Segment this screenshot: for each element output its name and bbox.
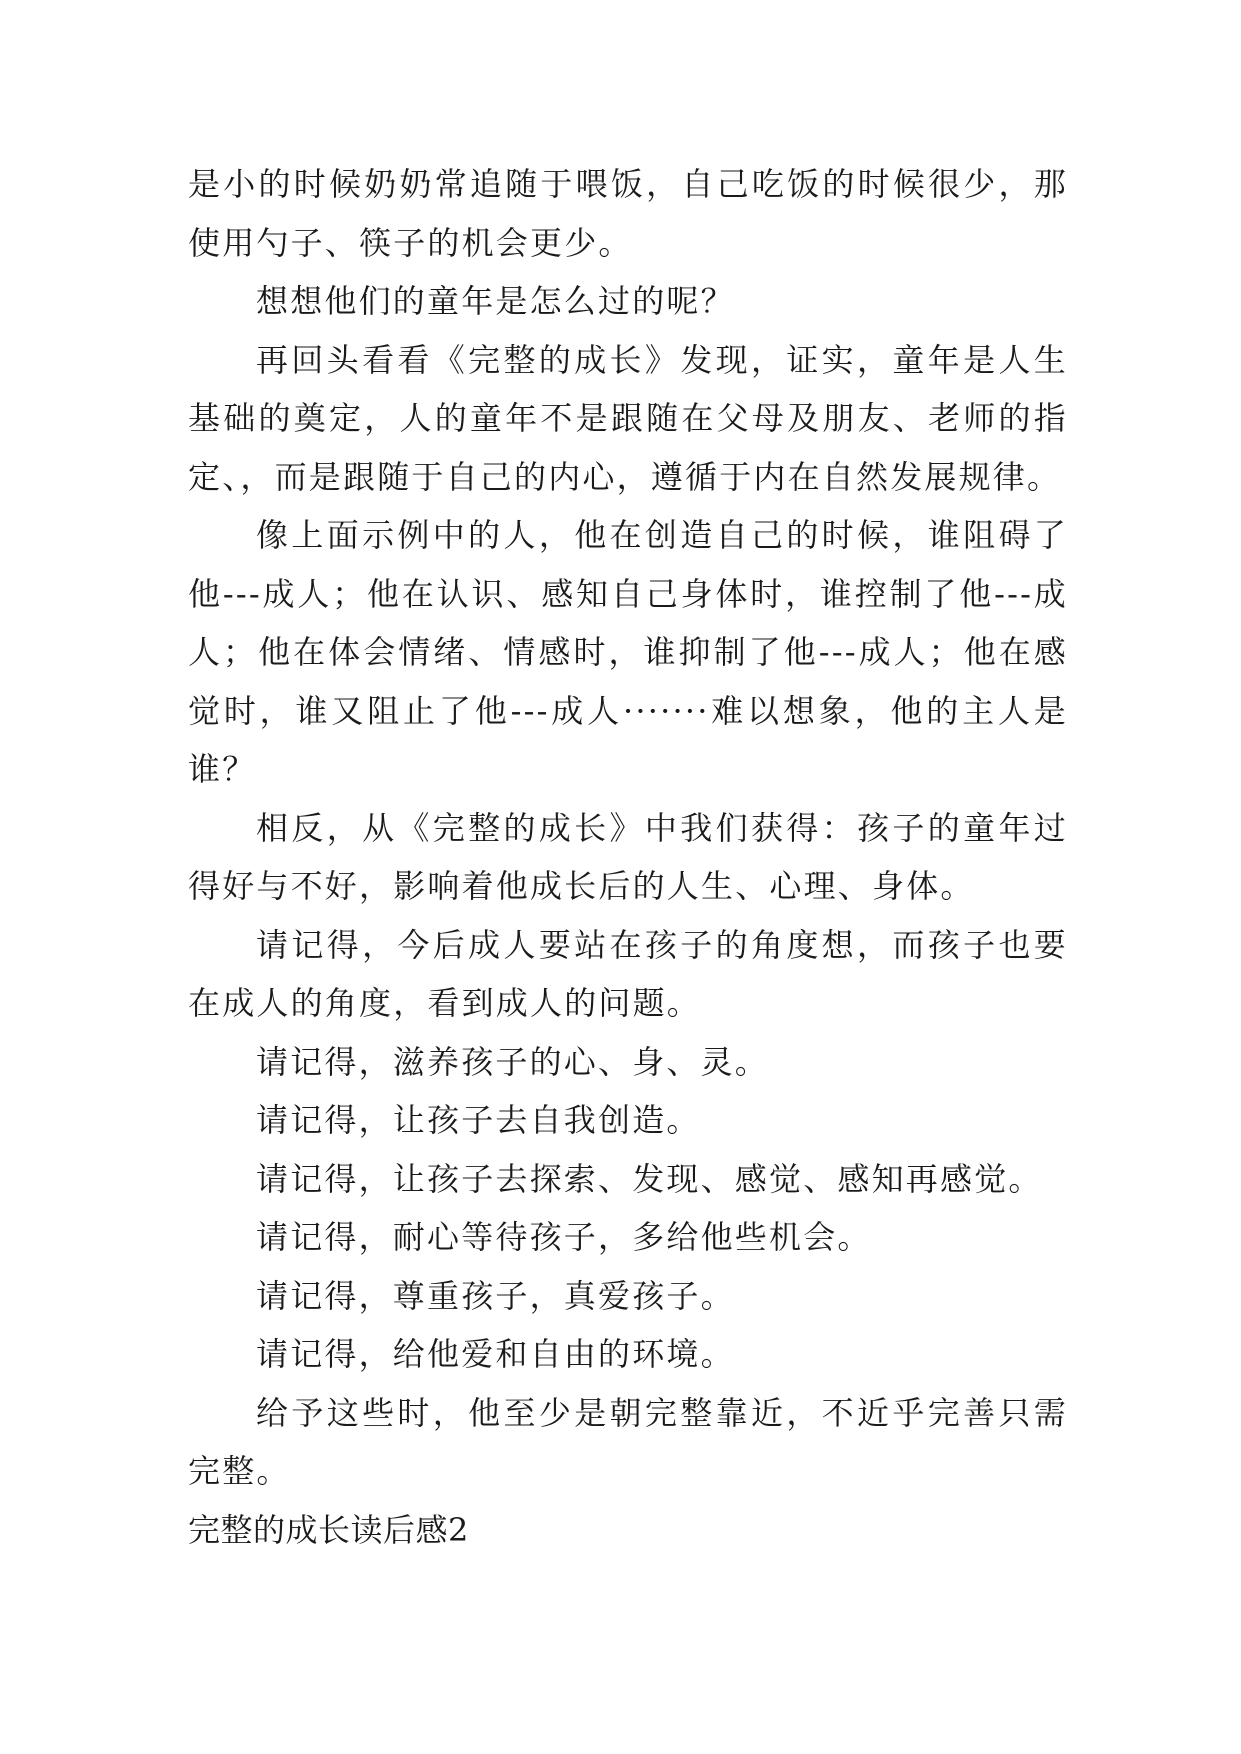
paragraph-question: 想想他们的童年是怎么过的呢？	[256, 282, 735, 320]
paragraph-childhood-foundation: 再回头看看《完整的成长》发现，证实，童年是人生基础的奠定，人的童年不是跟随在父母及朋友、老师的指定、，而是跟随于自己的内心，遵循于内在自然发展规律。	[188, 340, 1068, 496]
paragraph-conclusion: 给予这些时，他至少是朝完整靠近，不近乎完善只需完整。	[188, 1393, 1068, 1490]
paragraph-remember-respect: 请记得，尊重孩子，真爱孩子。	[256, 1276, 735, 1315]
paragraph-remember-perspective: 请记得，今后成人要站在孩子的角度想，而孩子也要在成人的角度，看到成人的问题。	[188, 925, 1068, 1022]
paragraph-remember-explore: 请记得，让孩子去探索、发现、感觉、感知再感觉。	[256, 1159, 1043, 1198]
paragraph-remember-create: 请记得，让孩子去自我创造。	[256, 1101, 701, 1139]
section-heading: 完整的成长读后感2	[188, 1510, 469, 1549]
paragraph-contrast: 相反，从《完整的成长》中我们获得：孩子的童年过得好与不好，影响着他成长后的人生、心理、身体。	[188, 808, 1068, 905]
paragraph-continuation: 是小的时候奶奶常追随于喂饭，自己吃饭的时候很少，那使用勺子、筷子的机会更少。	[188, 165, 1068, 262]
paragraph-remember-freedom: 请记得，给他爱和自由的环境。	[256, 1335, 735, 1373]
paragraph-example: 像上面示例中的人，他在创造自己的时候，谁阻碍了他---成人；他在认识、感知自己身体时，谁控制了他---成人；他在体会情绪、情感时，谁抑制了他---成人；他在感觉时，谁又阻止了他---成人·······难以想象，他的主人是谁？	[188, 516, 1068, 788]
paragraph-remember-nourish: 请记得，滋养孩子的心、身、灵。	[256, 1042, 770, 1081]
document-body	[188, 155, 1068, 1559]
paragraph-remember-patience: 请记得，耐心等待孩子，多给他些机会。	[256, 1218, 872, 1256]
